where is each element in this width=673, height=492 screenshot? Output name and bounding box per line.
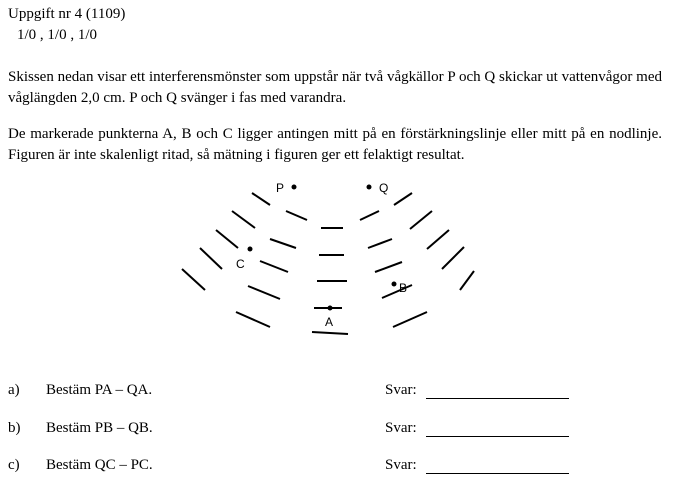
answer-label: Svar: — [385, 457, 417, 473]
question-letter: c) — [8, 457, 20, 473]
wave-stroke — [427, 230, 449, 249]
task-points: 1/0 , 1/0 , 1/0 — [17, 27, 98, 43]
wave-stroke — [270, 239, 296, 248]
wave-stroke — [252, 193, 270, 205]
wave-stroke — [182, 269, 205, 290]
question-a — [0, 382, 673, 404]
task-title: Uppgift nr 4 (1109) — [8, 6, 126, 22]
wave-stroke — [200, 248, 222, 269]
wave-stroke — [375, 262, 402, 272]
wave-stroke — [382, 285, 412, 298]
interference-figure — [170, 175, 480, 345]
wave-stroke — [394, 193, 412, 205]
intro-paragraph-2: De markerade punkterna A, B och C ligger antingen mitt på en förstärkningslinje eller mitt på en nodlinje. Figuren är inte skalenligt ritad, så mätning i figuren ger ett felaktigt resultat. — [8, 126, 662, 163]
wave-stroke — [260, 261, 288, 272]
wave-stroke — [442, 247, 464, 269]
answer-label: Svar: — [385, 420, 417, 436]
intro-paragraph-1: Skissen nedan visar ett interferensmönster som uppstår när två vågkällor P och Q skickar ut vattenvågor med våglängden 2,0 cm. P och Q svänger i fas med varandra. — [8, 69, 662, 106]
point-a-dot — [328, 306, 333, 311]
wave-stroke — [248, 286, 280, 299]
answer-line[interactable] — [426, 436, 569, 437]
wave-stroke — [410, 211, 432, 229]
label-b: B — [399, 281, 408, 295]
label-q: Q — [379, 181, 389, 195]
source-q-dot — [367, 185, 372, 190]
question-c — [0, 457, 673, 479]
wave-stroke — [312, 332, 348, 334]
wave-stroke — [236, 312, 270, 327]
interference-pattern — [170, 175, 480, 345]
wave-stroke — [216, 230, 238, 248]
wave-stroke — [460, 271, 474, 290]
answer-label: Svar: — [385, 382, 417, 398]
wave-stroke — [360, 211, 379, 220]
point-b-dot — [392, 282, 397, 287]
wave-stroke — [368, 239, 392, 248]
source-p-dot — [292, 185, 297, 190]
wave-stroke — [393, 312, 427, 327]
question-text: Bestäm QC – PC. — [46, 457, 153, 473]
question-letter: a) — [8, 382, 20, 398]
question-text: Bestäm PA – QA. — [46, 382, 153, 398]
wave-stroke — [232, 211, 255, 228]
label-a: A — [325, 315, 334, 329]
wave-stroke — [286, 211, 307, 220]
label-c: C — [236, 257, 245, 271]
question-letter: b) — [8, 420, 21, 436]
label-p: P — [276, 181, 285, 195]
question-b — [0, 420, 673, 442]
answer-line[interactable] — [426, 398, 569, 399]
question-text: Bestäm PB – QB. — [46, 420, 153, 436]
answer-line[interactable] — [426, 473, 569, 474]
point-c-dot — [248, 247, 253, 252]
